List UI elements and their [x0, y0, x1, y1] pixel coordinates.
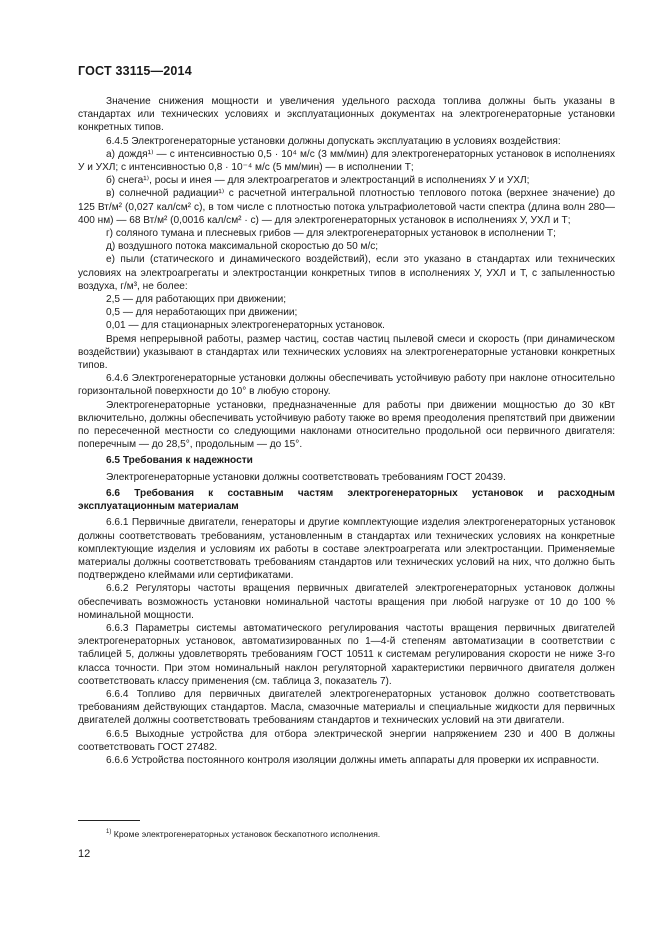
paragraph-6-6-1: 6.6.1 Первичные двигатели, генераторы и другие комплектующие изделия электрогенераторных установок должны соответствовать требованиям, установленным в стандартах или технических условиях на конкретные комплектующие изделия и условиям их работы в составе электроагрегата или электростанции. Применяемые материалы должны соответствовать требованиям стандартов или технических условий на них, что должно быть подтверждено клеймами или сертификатами.	[78, 517, 615, 582]
footnote-mark: 1)	[106, 829, 112, 835]
footnote-text: Кроме электрогенераторных установок бескапотного исполнения.	[113, 828, 381, 839]
list-item-v: в) солнечной радиации¹⁾ с расчетной интегральной плотностью теплового потока (верхнее значение) до 125 Вт/м² (0,027 кал/см² с), в том числе с плотностью потока ультрафиолетовой части спектра (длина волн 280—400 нм) — 68 Вт/м² (0,0016 кал/см² · с) — для электрогенераторных установок в исполнениях У, УХЛ и Т;	[78, 188, 615, 226]
document-header: ГОСТ 33115—2014	[78, 64, 192, 78]
paragraph-6-6-5: 6.6.5 Выходные устройства для отбора электрической энергии напряжением 230 и 400 В должны соответствовать ГОСТ 27482.	[78, 728, 615, 753]
paragraph-6-4-6: 6.4.6 Электрогенераторные установки должны обеспечивать устойчивую работу при наклоне относительно горизонтальной поверхности до 10° в любую сторону.	[78, 373, 615, 398]
paragraph-6-6-4: 6.6.4 Топливо для первичных двигателей электрогенераторных установок должно соответствовать требованиям действующих стандартов. Масла, смазочные материалы и специальные жидкости для первичных двигателей должны соответствовать требованиям стандартов и технических условий на эти двигатели.	[78, 688, 615, 727]
paragraph-6-6-6: 6.6.6 Устройства постоянного контроля изоляции должны иметь аппараты для проверки их исправности.	[106, 754, 600, 766]
paragraph-6-6-2: 6.6.2 Регуляторы частоты вращения первичных двигателей электрогенераторных установок должны обеспечивать возможность установки номинальной частоты вращения при любой нагрузке от 10 до 100 % номинальной мощности.	[78, 583, 615, 621]
list-item-g: г) соляного тумана и плесневых грибов — для электрогенераторных установок в исполнении Т;	[106, 228, 556, 240]
dust-value-3: 0,01 — для стационарных электрогенераторных установок.	[106, 320, 385, 332]
dust-value-2: 0,5 — для неработающих при движении;	[106, 307, 298, 319]
document-body	[78, 95, 615, 767]
paragraph-6-5: Электрогенераторные установки должны соответствовать требованиям ГОСТ 20439.	[106, 471, 506, 483]
heading-6-6: 6.6 Требования к составным частям электрогенераторных установок и расходным эксплуатационным материалам	[78, 487, 615, 513]
paragraph-motion: Электрогенераторные установки, предназначенные для работы при движении мощностью до 30 кВт включительно, должны обеспечивать устойчивую работу также во время преодоления препятствий при движении по пересеченной местности со следующими наклонами относительно продольной оси первичного двигателя: поперечным — до 28,5°, продольным — до 15°.	[78, 399, 615, 451]
paragraph-intro: Значение снижения мощности и увеличения удельного расхода топлива должны быть указаны в стандартах или технических условиях и эксплуатационных документах на электрогенераторные установки конкретных типов.	[78, 96, 615, 134]
page-number: 12	[78, 848, 91, 860]
list-item-d: д) воздушного потока максимальной скоростью до 50 м/с;	[106, 241, 379, 253]
paragraph-6-6-3: 6.6.3 Параметры системы автоматического регулирования частоты вращения первичных двигателей электрогенераторных установок, автоматизированных по 1—4-й степеням автоматизации в соответствии с таблицей 5, должны удовлетворять требованиям ГОСТ 10511 к системам регулирования скорости не ниже 3-го класса точности. При этом номинальный наклон регуляторной характеристики первичного двигателя должен соответствовать классу применения (см. таблица 3, показатель 7).	[78, 622, 615, 687]
footnote-divider	[78, 820, 140, 821]
dust-value-1: 2,5 — для работающих при движении;	[106, 294, 287, 306]
footnote	[106, 827, 380, 840]
list-item-e: е) пыли (статического и динамического воздействий), если это указано в стандартах или технических условиях на электроагрегаты и электростанции конкретных типов в исполнениях У, УХЛ и Т, с запыленностью воздуха, г/м³, не более:	[78, 254, 615, 292]
paragraph-6-4-5: 6.4.5 Электрогенераторные установки должны допускать эксплуатацию в условиях воздействия:	[106, 135, 561, 147]
list-item-a: а) дождя¹⁾ — с интенсивностью 0,5 · 10⁴ м/с (3 мм/мин) для электрогенераторных установок в исполнениях У и УХЛ; с интенсивностью 0,8 · 10⁻⁴ м/с (5 мм/мин) — в исполнении Т;	[78, 148, 615, 174]
paragraph-dust-note: Время непрерывной работы, размер частиц, состав частиц пылевой смеси и скорость (при динамическом воздействии) указывают в стандартах или технических условиях на электрогенераторные установки конкретных типов.	[78, 333, 615, 372]
heading-6-5: 6.5 Требования к надежности	[106, 455, 253, 467]
list-item-b: б) снега¹⁾, росы и инея — для электроагрегатов и электростанций в исполнениях У и УХЛ;	[106, 175, 530, 187]
